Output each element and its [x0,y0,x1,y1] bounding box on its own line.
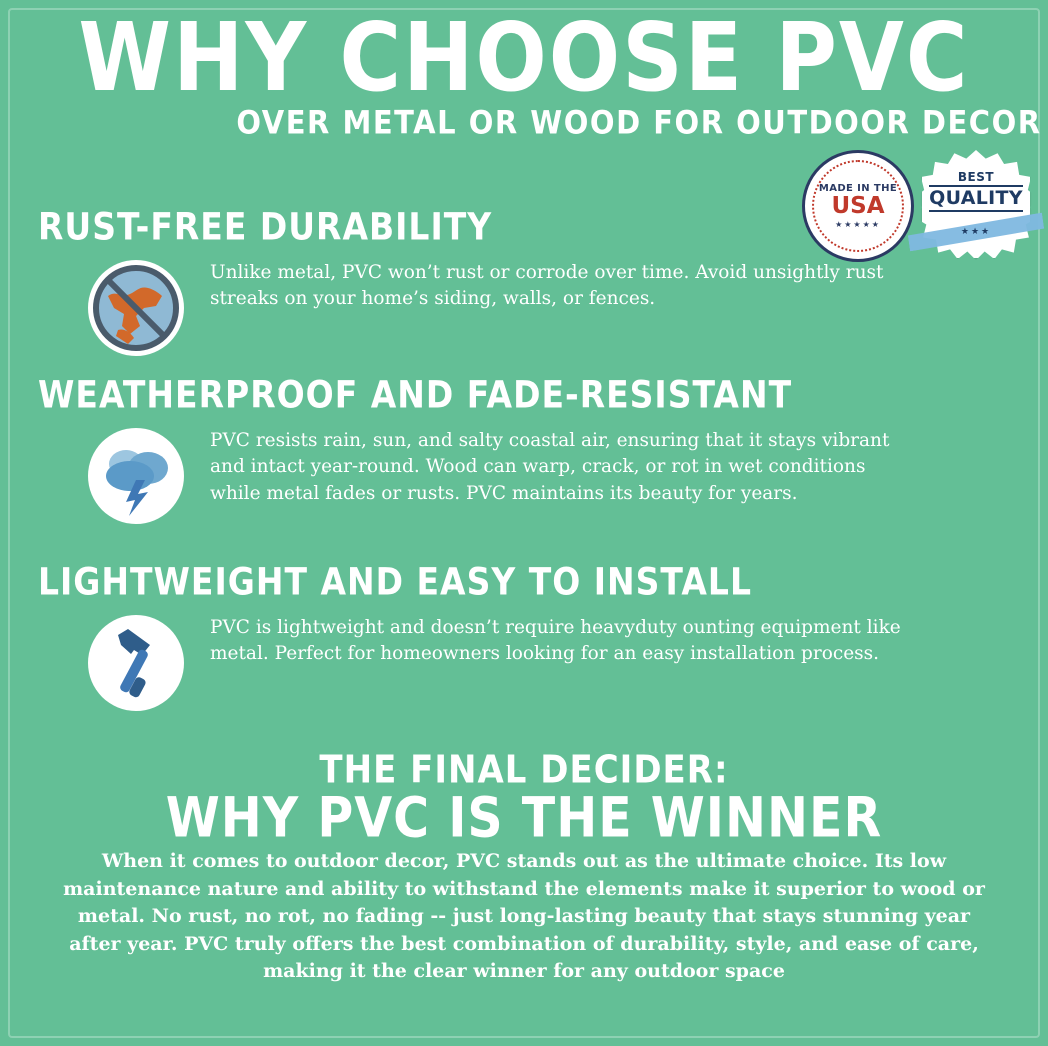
storm-cloud-icon [88,428,184,524]
section-rust-free-durability [0,205,1048,356]
no-rust-globe-icon [88,260,184,356]
section-body [0,260,1048,356]
section-title: WEATHERPROOF AND FADE-RESISTANT [38,373,793,417]
final-title: WHY PVC IS THE WINNER [165,786,883,850]
hammer-icon [88,615,184,711]
section-body [0,428,1048,524]
section-body [0,615,1048,711]
best-quality-top-text: BEST [957,170,995,184]
section-title: RUST-FREE DURABILITY [38,205,493,249]
section-text: Unlike metal, PVC won’t rust or corrode over time. Avoid unsightly rust streaks on your home’s siding, walls, or fences. [210,262,884,310]
section-lightweight [0,560,1048,711]
made-in-usa-stars: ★★★★★ [835,220,881,229]
section-text: PVC is lightweight and doesn’t require heavyduty ounting equipment like metal. Perfect for homeowners looking for an easy installation process. [210,617,901,665]
section-title: LIGHTWEIGHT AND EASY TO INSTALL [38,560,752,604]
page-subtitle: OVER METAL OR WOOD FOR OUTDOOR DECOR [236,104,1042,142]
made-in-usa-top-text: MADE IN THE [818,183,898,194]
best-quality-main-text: QUALITY [929,185,1023,212]
section-weatherproof [0,373,1048,524]
final-kicker: THE FINAL DECIDER: [319,748,729,793]
section-text: PVC resists rain, sun, and salty coastal air, ensuring that it stays vibrant and intact year-round. Wood can warp, crack, or rot in wet conditions while metal fades or rusts. PVC maintains its beauty for years. [210,430,890,504]
final-paragraph: When it comes to outdoor decor, PVC stands out as the ultimate choice. Its low maintenance nature and ability to withstand the elements make it superior to wood or metal. No rust, no rot, no fading -- just long-lasting beauty that stays stunning year after year. PVC truly offers the best combination of durability, style, and ease of care, making it the clear winner for any outdoor space [63,850,985,983]
best-quality-stars: ★★★ [960,227,992,237]
made-in-usa-main-text: USA [831,193,885,219]
page-title: WHY CHOOSE PVC [78,2,970,113]
